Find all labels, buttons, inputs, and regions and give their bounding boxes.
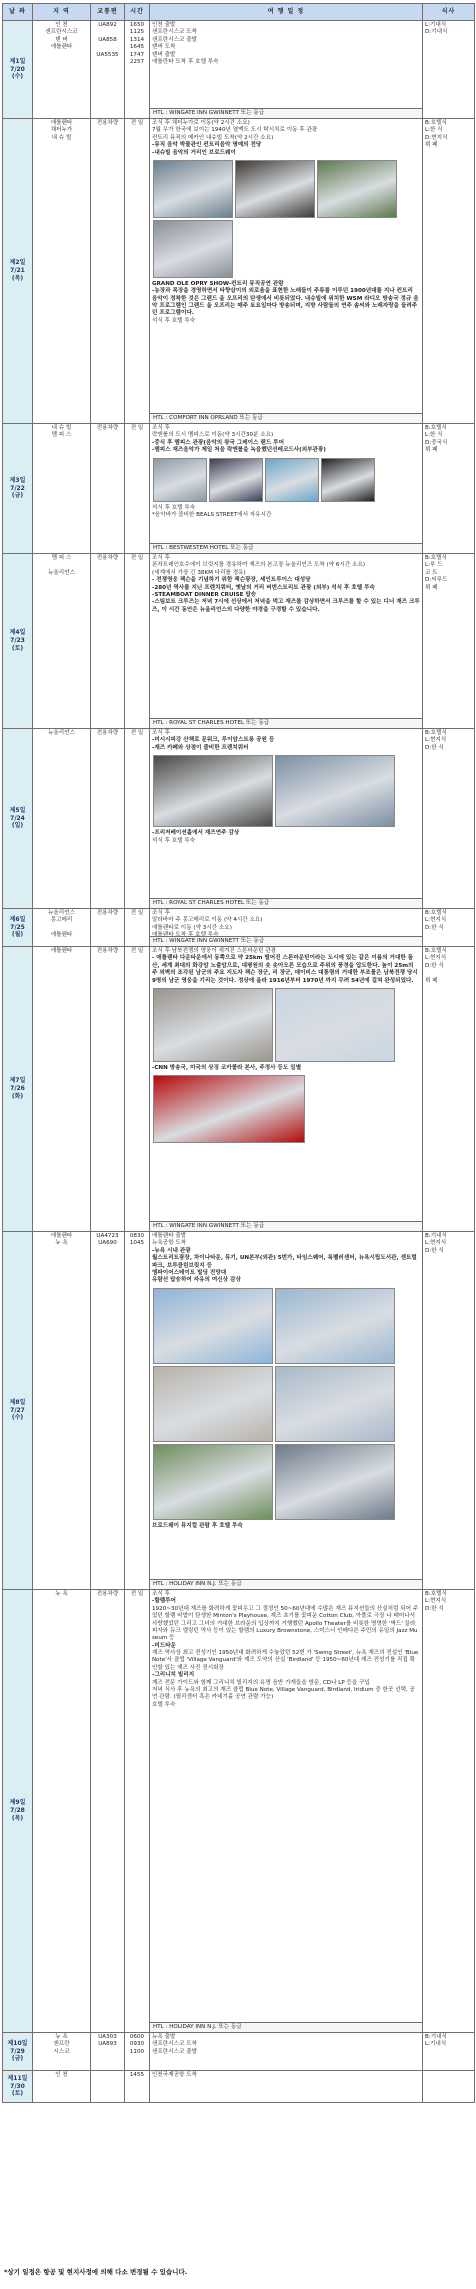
plan-line: 샌프란시스코 도착 xyxy=(152,29,198,36)
plan-line: 덴버 도착 xyxy=(152,44,176,51)
plan-line: 호텔 투숙 xyxy=(152,1701,176,1708)
header-place: 지 역 xyxy=(33,4,91,21)
plan-line: 조식 후 xyxy=(152,730,170,736)
statue-of-liberty-ferry-photo xyxy=(153,1288,273,1364)
plan-cell xyxy=(150,947,423,1232)
plan-line: -할렘투어 xyxy=(152,1598,176,1605)
place-cell: 멤 피 스 뉴올리언스 xyxy=(33,554,91,729)
meal-cell: B:호텔식 L:한 식 D:중국식 뷔 페 xyxy=(423,424,475,554)
place-cell: 뉴올리언스 몽고메리 애틀랜타 xyxy=(33,909,91,947)
plan-line: 인천 출발 xyxy=(152,22,176,28)
plan-line: 조식 후 xyxy=(152,910,170,916)
hotel-line: HTL : ROYAL ST CHARLES HOTEL 또는 동급 xyxy=(150,898,422,908)
central-park-photo xyxy=(153,1444,273,1520)
plan-line: -스팀보트 크루즈는 저녁 7시에 선상에서 저녁을 먹고 재즈를 감상하면서 크루즈를 할 수 있는 디너 재즈 크루즈, 이 시간 동안은 뉴올리언스의 다양한 야경을 구경할 수 있습니다. xyxy=(152,599,420,613)
itinerary-row xyxy=(3,119,475,424)
time-cell: 전 일 xyxy=(125,424,150,554)
see-seven-states-sign-photo xyxy=(235,160,315,218)
photo-group xyxy=(152,1287,420,1521)
un-headquarters-photo xyxy=(275,1444,395,1520)
meal-cell: B:호텔식 L:현지식 D:한 식 뷔 페 xyxy=(423,947,475,1232)
meal-cell: B:호텔식 L:현지식 D:한 식 xyxy=(423,1590,475,2033)
day-cell: 제5일 7/24 (일) xyxy=(3,729,33,909)
plan-line: -STEAMBOAT DINNER CRUISE 탑승 xyxy=(152,591,257,598)
plan-line: 샌프란시스코 출발 xyxy=(152,2048,198,2055)
plan-line: 조식 후 xyxy=(152,1591,170,1597)
transport-cell: 전용차량 xyxy=(91,424,125,554)
meal-cell: L:기내식 D:기내식 xyxy=(423,21,475,119)
plan-line: 컨트리 뮤직의 메카인 내슈빌 도착(약 2시간 소요) xyxy=(152,134,274,141)
plan-line: GRAND OLE OPRY SHOW-컨트리 뮤직공연 관람 xyxy=(152,280,284,287)
plan-line: 인천국제공항 도착 xyxy=(152,2072,198,2078)
washington-square-arch-photo xyxy=(153,1366,273,1442)
place-cell: 인 천 샌프란시스코 덴 버 애틀랜타 xyxy=(33,21,91,119)
plan-line: 석식 후 호텔 투숙 xyxy=(152,317,196,324)
plan-line: 유람선 탑승하여 자유의 여신상 감상 xyxy=(152,1277,241,1284)
day-cell: 제8일 7/27 (수) xyxy=(3,1232,33,1590)
place-cell: 뉴 욕 샌프란 시스코 xyxy=(33,2033,91,2071)
day-cell: 제2일 7/21 (목) xyxy=(3,119,33,424)
plan-line: 엠파이어스테이트 빌딩 전망대 xyxy=(152,1269,227,1276)
plan-line: -그리니치 빌리지 xyxy=(152,1672,195,1679)
time-cell: 0600 0930 1100 xyxy=(125,2033,150,2071)
time-cell: 전 일 xyxy=(125,729,150,909)
meal-cell: B:호텔식 L:현지식 D:한 식 xyxy=(423,729,475,909)
day-cell: 제4일 7/23 (토) xyxy=(3,554,33,729)
plan-cell xyxy=(150,1590,423,2033)
mississippi-riverwalk-photo xyxy=(275,755,395,827)
hotel-line: HTL : ROYAL ST CHARLES HOTEL 또는 동급 xyxy=(150,718,422,728)
plan-line: 샌프란시스코 도착 xyxy=(152,2041,198,2048)
stone-mountain-carving-photo xyxy=(153,988,273,1062)
plan-line: 폰차트레인호수에이 브릿지를 경유하여 재즈의 본고장 뉴올리언즈 도착 (약 6시간 소요) xyxy=(152,562,366,569)
time-cell: 전 일 xyxy=(125,947,150,1232)
plan-cell xyxy=(150,729,423,909)
itinerary-row xyxy=(3,554,475,729)
time-cell: 전 일 xyxy=(125,554,150,729)
cnn-center-logo-photo xyxy=(153,1075,305,1143)
plan-line: 조식 후 xyxy=(152,425,170,431)
hotel-line: HTL : BESTWESTEM HOTEL 또는 동급 xyxy=(150,543,422,553)
place-cell: 뉴 욕 xyxy=(33,1590,91,2033)
itinerary-row xyxy=(3,2033,475,2071)
time-cell: 1650 1125 1314 1645 1747 2257 xyxy=(125,21,150,119)
plan-line: 샌프란시스코 출발 xyxy=(152,36,198,43)
itinerary-row xyxy=(3,1232,475,1590)
hotel-line: HTL : COMFORT INN OPRLAND 또는 동급 xyxy=(150,413,422,423)
plan-line: 락앤롤의 도시 멤피스로 이동(약 3시간30분 소요) xyxy=(152,432,274,439)
meal-cell xyxy=(423,2071,475,2103)
plan-line: -280년 역사를 지닌 프렌치쿼터, 옛날의 거리 버번스트리트 관광 (외부) 석식 후 호텔 투숙 xyxy=(152,584,375,591)
plan-line: 뉴욕공항 도착 xyxy=(152,1240,187,1247)
header-meal: 식사 xyxy=(423,4,475,21)
graceland-entrance-photo xyxy=(153,458,207,502)
plan-line: 알라바마 주 몽고메리로 이동 (약 4시간 소요) xyxy=(152,917,263,924)
plan-line: 1920~30년대 재즈를 화려하게 꽃피우고 그 절정인 50~60년대에 수많은 재즈 뮤지션들의 산실처럼 되어 주었던 할렘 비밥이 탄생한 Minton's Playhouse, 재즈 초기를 꽃피운 Cotton Club, 아폴로 극장 나 태어나서 사랑했었던 그리고 그녀의 거대한 브라운의 입상까지 거행했던 Apollo Theater를 비롯한 명명한 '벽드' 끌라피자와 듀크 엘링턴 역사 등이 있는 할렘의 Luxury Brownstone, 스미스너 인메다른 주민의 유일의 Jazz Museum 등 xyxy=(152,1605,419,1642)
itinerary-row xyxy=(3,21,475,119)
day-cell: 제6일 7/25 (월) xyxy=(3,909,33,947)
plan-cell xyxy=(150,424,423,554)
header-day: 날 짜 xyxy=(3,4,33,21)
place-cell: 내 슈 빌 멤 피 스 xyxy=(33,424,91,554)
header-plan: 여 행 일 정 xyxy=(150,4,423,21)
photo-group xyxy=(152,754,420,828)
meal-cell: B:호텔식 L:한 식 D:현지식 뷔 페 xyxy=(423,119,475,424)
moonwalk-plaque-photo xyxy=(153,755,273,827)
meal-cell: B:기내식 L:기내식 xyxy=(423,2033,475,2071)
plan-line: (세계에서 가장 긴 38KM 다리를 경유) xyxy=(152,569,246,576)
plan-line: 재즈 역사상 최고 전성기인 1950년대 화려하게 수놓았던 52번 가 'Swing Street', 뉴욕 재즈의 전설인 'Blue Note'사 클럽 'Village Vanguard'와 재즈 도약의 산실 'Birdland' 등 1950~60년대 재즈 전성기를 직접 확인할 있는 재즈 사진 전시회장 xyxy=(152,1650,419,1671)
transport-cell: 전용차량 xyxy=(91,729,125,909)
day-cell: 제9일 7/28 (목) xyxy=(3,1590,33,2033)
photo-group xyxy=(152,1074,420,1144)
plan-line: -내슈빌 음악의 거리인 브로드웨이 xyxy=(152,149,236,156)
itinerary-row xyxy=(3,729,475,909)
photo-group xyxy=(152,987,420,1063)
plan-line: -프리저베이션홀에서 재즈연주 감상 xyxy=(152,830,240,837)
day-cell: 제3일 7/22 (금) xyxy=(3,424,33,554)
elvis-jumpsuits-photo xyxy=(209,458,263,502)
hotel-line: HTL : WINGATE INN GWINNETT 또는 동급 xyxy=(150,936,422,946)
time-cell: 전 일 xyxy=(125,1590,150,2033)
meal-cell: B:호텔식 L:현지식 D:한 식 xyxy=(423,909,475,947)
plan-cell xyxy=(150,909,423,947)
place-cell: 애틀랜타 채터누가 내 슈 빌 xyxy=(33,119,91,424)
plan-line: -재즈 카페와 상점이 즐비한 프렌치쿼터 xyxy=(152,744,249,751)
place-cell: 뉴올리언스 xyxy=(33,729,91,909)
hotel-line: HTL : HOLIDAY INN N.J. 또는 동급 xyxy=(150,2022,422,2032)
transport-cell: UA4723 UA690 xyxy=(91,1232,125,1590)
broadway-nashville-photo xyxy=(153,220,233,278)
plan-line: 조식 후 남북전쟁의 영웅이 새겨진 스톤마운틴 관광 xyxy=(152,948,277,954)
plan-cell xyxy=(150,21,423,119)
plan-line: -CNN 방송국, 미국의 상징 코카콜라 본사, 주정사 등도 일별 xyxy=(152,1064,302,1071)
plan-line: 조식 후 채터누가로 이동(약 2시간 소요) xyxy=(152,120,250,126)
plan-line: 애틀란타 도착 후 호텔 투숙 xyxy=(152,58,219,65)
plan-line: 저녁 식사 후 뉴욕의 최고의 재즈 클럽 Blue Note, Village Vanguard, Birdland, Iridium 중 한곳 선택, 공연 관람. (릴리센터 혹은 카네기홀 공연 관람 가능) xyxy=(152,1686,415,1701)
plan-line: -뮤직 음악 박물관인 컨트리음악 명예의 전당 xyxy=(152,142,262,149)
rock-city-lookout-photo xyxy=(317,160,397,218)
statue-of-liberty-front-photo xyxy=(275,1288,395,1364)
hotel-line: HTL : HOLIDAY INN N.J. 또는 동급 xyxy=(150,1579,422,1589)
place-cell: 애틀랜타 뉴 욕 xyxy=(33,1232,91,1590)
plan-line: -멤피스 재즈음악가 제일 처음 락앤롤을 녹음했던선레코드사(외부관광) xyxy=(152,447,326,454)
header-row xyxy=(3,4,475,21)
meal-cell: B:호텔식 L:루 드 코 트 D:씨푸드 뷔 페 xyxy=(423,554,475,729)
chattanooga-choo-choo-photo xyxy=(153,160,233,218)
plan-cell xyxy=(150,554,423,729)
plan-line: - 애틀랜타 다운타운에서 동쪽으로 약 25km 떨어진 스톤마운틴이라는 도시에 있는 같은 이름의 거대한 돌산, 세계 최대의 화강암 노출암으로, 대평원의 솟 솟아오른 모습으로 주위의 풍경을 압도한다. 높이 25m의 주 외벽의 조각된 남군의 주요 지도자 잭슨 장군, 리 장군, 데이비스 대통령의 거대한 부조물은 남북전쟁 당시 9명의 남군 영웅을 기리는 것이다. 정상에 올라 1916년부터 1970년 까지 무려 54년에 걸쳐 완성되었다. xyxy=(152,955,418,984)
header-time: 시간 xyxy=(125,4,150,21)
day-cell: 제11일 7/30 (토) xyxy=(3,2071,33,2103)
place-cell: 애틀랜타 xyxy=(33,947,91,1232)
itinerary-row xyxy=(3,947,475,1232)
transport-cell: 전용차량 xyxy=(91,909,125,947)
plan-line: 애틀랜타로 이동 (약 3시간 소요) xyxy=(152,924,232,931)
plan-line: *음악바가 즐비한 BEALS STREET에서 자유시간 xyxy=(152,511,272,518)
plan-line: 덴버 출발 xyxy=(152,51,176,58)
plan-line: 7월 우가 한국에 보이는 1940년 열맥도 도시 탁시치로 이동 후 관광 xyxy=(152,127,318,134)
time-cell: 0830 1045 xyxy=(125,1232,150,1590)
hotel-line: HTL : WINGATE INN GWINNETT 또는 동급 xyxy=(150,108,422,118)
pink-cadillac-photo xyxy=(265,458,319,502)
plan-line: 뉴욕 출발 xyxy=(152,2034,176,2040)
meal-cell: B:기내식 L:현지식 D:한 식 xyxy=(423,1232,475,1590)
transport-cell: 전용차량 xyxy=(91,947,125,1232)
hotel-line: HTL : WINGATE INN GWINNETT 또는 동급 xyxy=(150,1221,422,1231)
transport-cell xyxy=(91,2071,125,2103)
plan-line: 애틀랜타 출발 xyxy=(152,1233,187,1239)
plan-cell xyxy=(150,2071,423,2103)
transport-cell: UA303 UA893 xyxy=(91,2033,125,2071)
plan-line: 브로드웨이 뮤지컬 관람 후 호텔 투숙 xyxy=(152,1522,243,1529)
new-york-skyline-photo xyxy=(275,1366,395,1442)
transport-cell: 전용차량 xyxy=(91,554,125,729)
time-cell: 전 일 xyxy=(125,909,150,947)
plan-cell xyxy=(150,119,423,424)
plan-line: -중식 후 멤피스 관광(음악의 왕국 그레이스 랜드 투어 xyxy=(152,439,284,446)
plan-line: -뉴욕 시내 관광 xyxy=(152,1247,191,1254)
day-cell: 제7일 7/26 (화) xyxy=(3,947,33,1232)
time-cell: 전 일 xyxy=(125,119,150,424)
day-cell: 제10일 7/29 (금) xyxy=(3,2033,33,2071)
plan-line: -미시시피강 산책로 문워크, 루이암스트롱 공원 등 xyxy=(152,737,275,744)
itinerary-table xyxy=(2,3,475,2103)
header-transport: 교통편 xyxy=(91,4,125,21)
time-cell: 1455 xyxy=(125,2071,150,2103)
itinerary-body xyxy=(3,21,475,2103)
itinerary-row xyxy=(3,424,475,554)
plan-line: 월스트리트광장, 차이나타운, 뮤기, UN본부(외관) 5번가, 타임스퀘어, 록펠러센터, 뉴욕시립도서관, 센트럴파크, 브루클린브릿지 등 xyxy=(152,1255,417,1269)
plan-cell xyxy=(150,1232,423,1590)
plan-line: - 전쟁영웅 잭슨을 기념하기 위한 잭슨광장, 세인트루이스 대성당 xyxy=(152,577,311,584)
plan-line: -미드타운 xyxy=(152,1642,176,1649)
day-cell: 제1일 7/20 (수) xyxy=(3,21,33,119)
sun-studio-photo xyxy=(321,458,375,502)
itinerary-row xyxy=(3,1590,475,2033)
footnote: *상기 일정은 항공 및 현지사정에 의해 다소 변경될 수 있습니다. xyxy=(4,2268,188,2276)
plan-line: 석식 후 호텔 투숙 xyxy=(152,504,196,511)
plan-line: 조식 후 xyxy=(152,555,170,561)
transport-cell: 전용차량 xyxy=(91,1590,125,2033)
plan-line: 재즈 전문 가이드와 함께 그리니치 빌리지의 유명 음반 가게들을 방문, CD나 LP 등을 구입 xyxy=(152,1679,370,1686)
plan-line: -농장과 목장을 경영하면서 타향살이의 외로움을 표현한 노래들이 주류를 이루던 1900년대를 지나 컨트리 음악이 정착한 것은 그랜드 올 오프리의 탄생에서 비롯되었다. 내슈빌에 위치한 WSM 라디오 방송국 정규 음악 프로그램인 그랜드 올 오프리는 매주 토요일마다 방송되며, 지방 사람들의 연주 솜씨와 노래자랑을 들려주던 프로그램이다. xyxy=(152,288,419,317)
place-cell: 인 천 xyxy=(33,2071,91,2103)
plan-cell xyxy=(150,2033,423,2071)
photo-group xyxy=(152,457,420,503)
photo-group xyxy=(152,159,420,279)
transport-cell: UA892 UA858 UA5535 xyxy=(91,21,125,119)
itinerary-row xyxy=(3,909,475,947)
transport-cell: 전용차량 xyxy=(91,119,125,424)
itinerary-row xyxy=(3,2071,475,2103)
skyride-cable-car-photo xyxy=(275,988,395,1062)
plan-line: 석식 후 호텔 투숙 xyxy=(152,837,196,844)
